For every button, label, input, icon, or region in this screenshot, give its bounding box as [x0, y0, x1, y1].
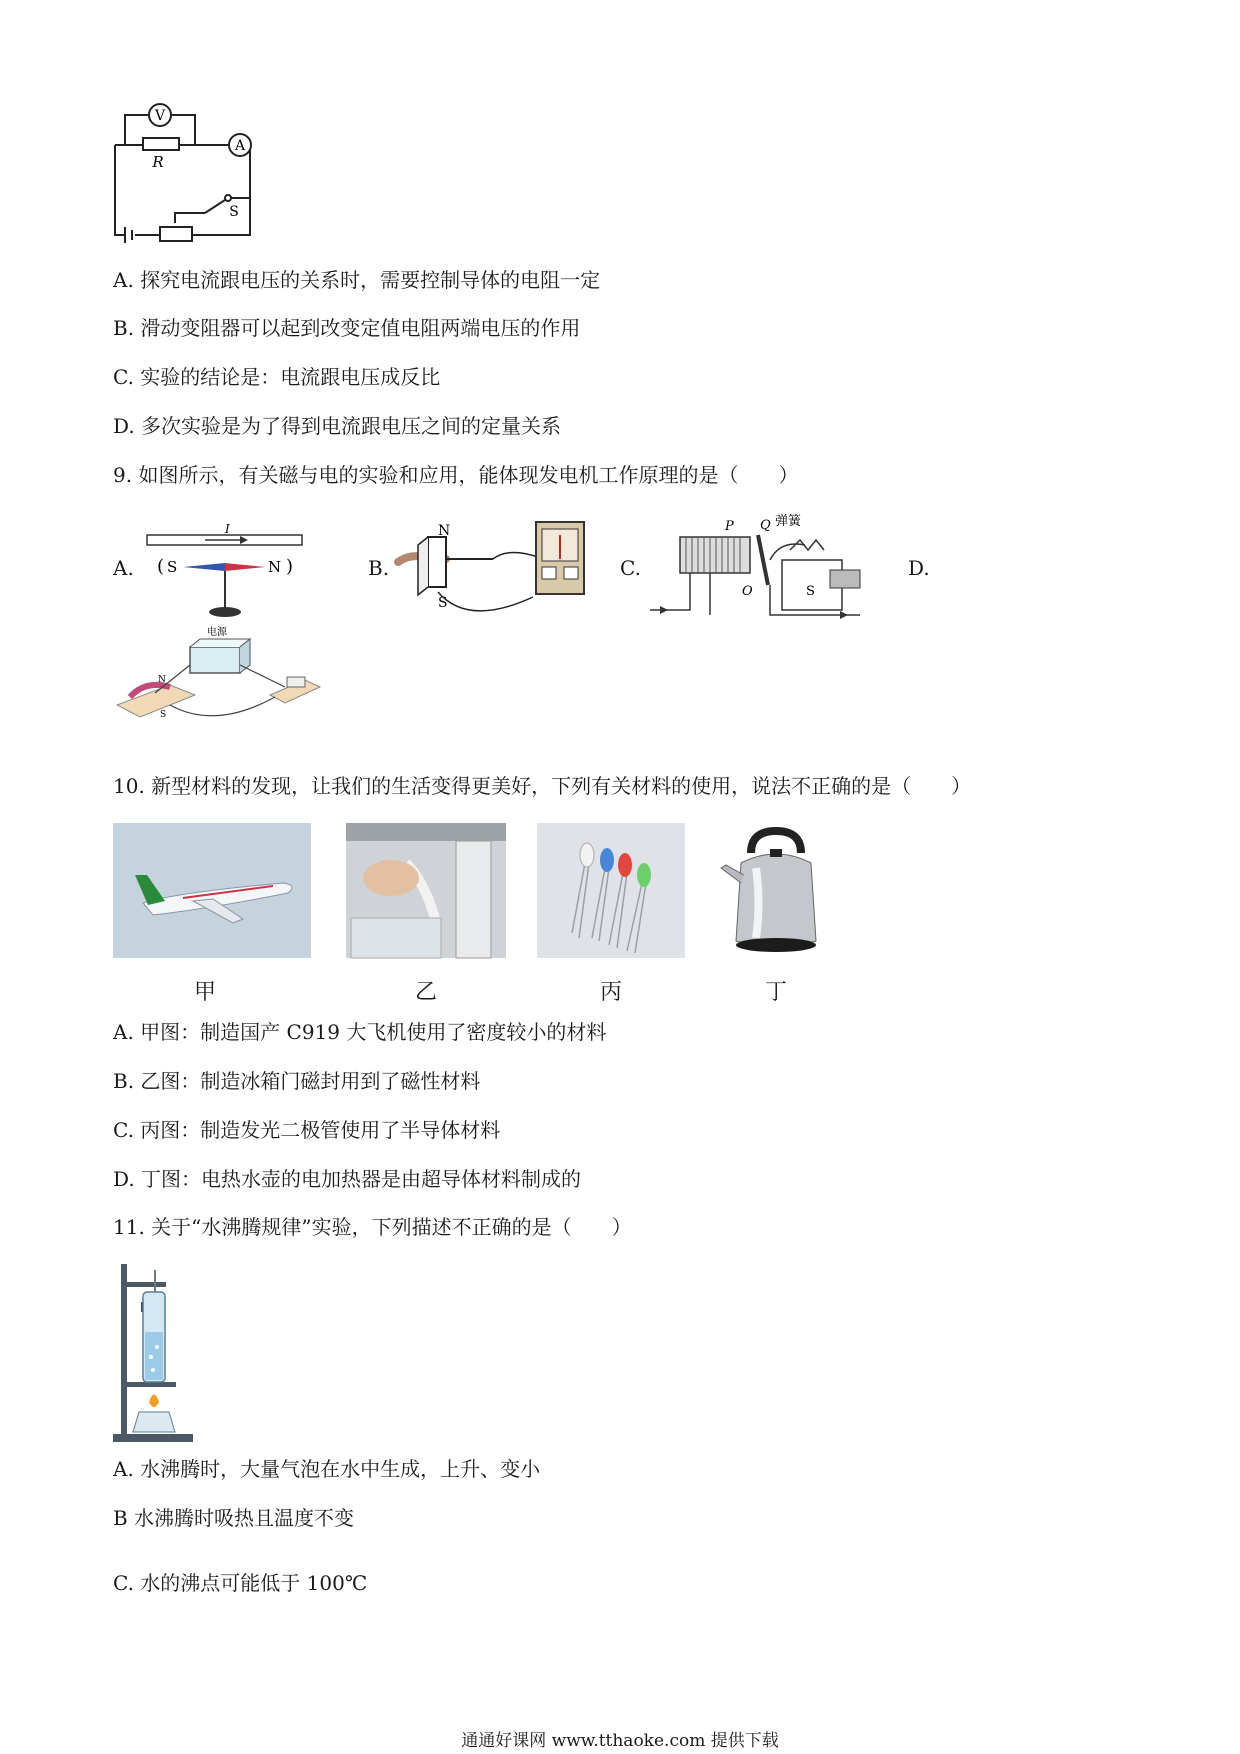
compass-north-label: N [268, 558, 282, 576]
spring-label: 弹簧 [775, 514, 802, 529]
q10-stem: 10. 新型材料的发现，让我们的生活变得更美好，下列有关材料的使用，说法不正确的是（ ） [113, 774, 972, 798]
caption-yi: 乙 [414, 980, 437, 1005]
page-footer: 通通好课网 www.tthaoke.com 提供下载 [461, 1731, 779, 1751]
q8-option-b: B. 滑动变阻器可以起到改变定值电阻两端电压的作用 [113, 316, 581, 340]
q11-option-b: B 水沸腾时吸热且温度不变 [113, 1506, 355, 1530]
q10-option-b: B. 乙图：制造冰箱门磁封用到了磁性材料 [113, 1069, 481, 1093]
power-supply-label: 电源 [207, 627, 227, 638]
ammeter-label: A [234, 138, 246, 154]
q9-label-d: D. [908, 556, 930, 580]
compass-south-label: S [167, 558, 178, 576]
caption-bing: 丙 [599, 980, 622, 1005]
q11-option-c: C. 水的沸点可能低于 100℃ [113, 1571, 368, 1595]
airplane-photo [113, 823, 311, 958]
fridge-seal-photo [346, 823, 506, 958]
q9-label-c: C. [620, 556, 641, 580]
q10-option-a: A. 甲图：制造国产 C919 大飞机使用了密度较小的材料 [113, 1020, 607, 1044]
caption-ding: 丁 [764, 980, 787, 1005]
q8-option-c: C. 实验的结论是：电流跟电压成反比 [113, 365, 441, 389]
resistor-label: R [152, 153, 164, 171]
q9-figure-a [145, 522, 305, 620]
switch-label: S [229, 204, 239, 220]
magnet-south-label: S [438, 595, 448, 611]
q9-figure-d [115, 625, 325, 730]
svg-text:(: ( [157, 556, 165, 577]
magnet-d-south-label: S [160, 710, 167, 720]
q10-option-c: C. 丙图：制造发光二极管使用了半导体材料 [113, 1118, 501, 1142]
q9-figure-b [398, 517, 588, 617]
q9-figure-c [650, 515, 870, 625]
svg-text:): ) [286, 556, 294, 577]
boiling-apparatus [113, 1262, 203, 1442]
caption-jia: 甲 [193, 980, 216, 1005]
q8-option-a: A. 探究电流跟电压的关系时，需要控制导体的电阻一定 [113, 268, 601, 292]
q11-option-a: A. 水沸腾时，大量气泡在水中生成，上升、变小 [113, 1457, 541, 1481]
magnet-d-north-label: N [158, 675, 166, 685]
magnet-north-label: N [438, 523, 451, 539]
voltmeter-label: V [154, 108, 166, 124]
q11-stem: 11. 关于“水沸腾规律”实验，下列描述不正确的是（ ） [113, 1215, 632, 1239]
label-q: Q [760, 518, 771, 533]
label-p: P [725, 519, 734, 534]
led-photo [537, 823, 685, 958]
circuit-diagram [110, 105, 290, 245]
label-o: O [742, 584, 753, 599]
q9-stem: 9. 如图所示，有关磁与电的实验和应用，能体现发电机工作原理的是（ ） [113, 463, 799, 487]
q9-label-a: A. [113, 556, 134, 580]
q8-option-d: D. 多次实验是为了得到电流跟电压之间的定量关系 [113, 414, 562, 438]
q10-option-d: D. 丁图：电热水壶的电加热器是由超导体材料制成的 [113, 1167, 582, 1191]
q9-label-b: B. [368, 556, 390, 580]
kettle-photo [716, 823, 836, 958]
switch-s-label: S [806, 584, 815, 599]
current-label: I [225, 522, 230, 536]
